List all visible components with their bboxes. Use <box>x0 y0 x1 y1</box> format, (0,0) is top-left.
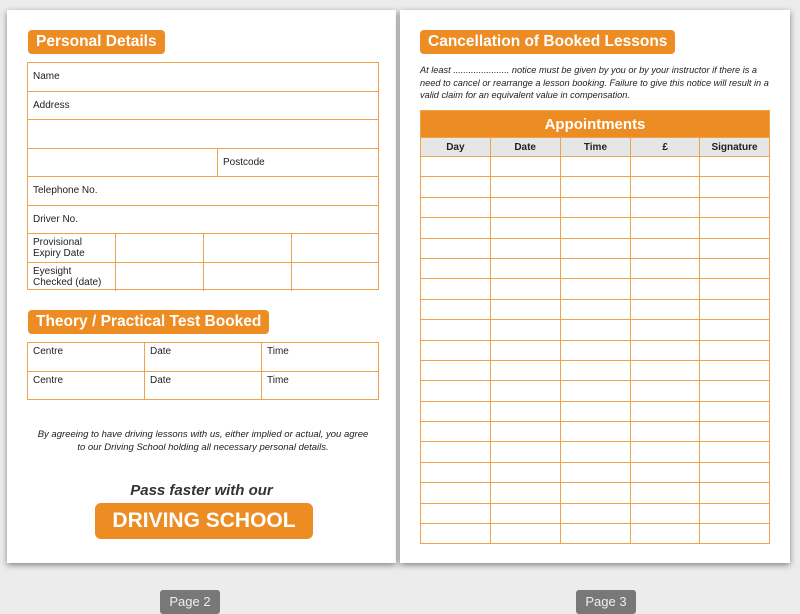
appointment-cell[interactable] <box>490 483 560 503</box>
table-row <box>421 422 770 442</box>
name-field[interactable]: Name <box>33 71 60 82</box>
appointment-cell[interactable] <box>490 340 560 360</box>
provisional-expiry-cell-3[interactable] <box>292 234 378 262</box>
test-centre-1[interactable]: Centre <box>28 343 145 371</box>
column-header: Signature <box>700 138 770 157</box>
table-row <box>421 503 770 523</box>
appointment-cell[interactable] <box>631 218 700 238</box>
appointment-cell[interactable] <box>421 218 491 238</box>
appointment-cell[interactable] <box>490 279 560 299</box>
table-row <box>421 524 770 544</box>
test-centre-2[interactable]: Centre <box>28 372 145 401</box>
table-row <box>421 483 770 503</box>
appointment-cell[interactable] <box>560 197 631 217</box>
appointment-cell[interactable] <box>700 381 770 401</box>
table-row <box>421 340 770 360</box>
driving-school-brand: DRIVING SCHOOL <box>95 503 313 539</box>
appointment-cell[interactable] <box>560 279 631 299</box>
appointment-cell[interactable] <box>700 462 770 482</box>
appointment-cell[interactable] <box>631 279 700 299</box>
appointment-cell[interactable] <box>631 238 700 258</box>
appointment-cell[interactable] <box>631 503 700 523</box>
appointment-cell[interactable] <box>631 258 700 278</box>
appointment-cell[interactable] <box>490 524 560 544</box>
telephone-field[interactable]: Telephone No. <box>33 185 98 196</box>
appointment-cell[interactable] <box>490 320 560 340</box>
consent-note: By agreeing to have driving lessons with us, either implied or actual, you agree to our Driving School holding all necessary personal details. <box>37 429 369 453</box>
appointment-cell[interactable] <box>560 157 631 177</box>
eyesight-cell-3[interactable] <box>292 263 378 292</box>
address-line-3-field[interactable] <box>28 149 218 177</box>
appointment-cell[interactable] <box>631 177 700 197</box>
appointment-cell[interactable] <box>560 177 631 197</box>
appointment-cell[interactable] <box>700 177 770 197</box>
appointment-cell[interactable] <box>631 442 700 462</box>
appointment-cell[interactable] <box>421 258 491 278</box>
page-3 <box>400 10 790 563</box>
table-row <box>421 218 770 238</box>
appointment-cell[interactable] <box>421 503 491 523</box>
appointment-cell[interactable] <box>490 360 560 380</box>
table-row <box>421 238 770 258</box>
provisional-expiry-cell-1[interactable] <box>116 234 204 262</box>
column-header: Time <box>560 138 631 157</box>
appointment-cell[interactable] <box>560 503 631 523</box>
appointment-cell[interactable] <box>421 483 491 503</box>
appointment-cell[interactable] <box>560 299 631 319</box>
appointment-cell[interactable] <box>631 401 700 421</box>
personal-details-title: Personal Details <box>28 30 165 54</box>
appointment-cell[interactable] <box>560 320 631 340</box>
appointment-cell[interactable] <box>631 299 700 319</box>
appointment-cell[interactable] <box>560 524 631 544</box>
cancellation-title: Cancellation of Booked Lessons <box>420 30 675 54</box>
appointment-cell[interactable] <box>421 320 491 340</box>
appointment-cell[interactable] <box>560 422 631 442</box>
appointment-cell[interactable] <box>421 340 491 360</box>
appointment-cell[interactable] <box>631 157 700 177</box>
appointment-cell[interactable] <box>490 299 560 319</box>
appointment-cell[interactable] <box>700 340 770 360</box>
appointment-cell[interactable] <box>700 442 770 462</box>
appointment-cell[interactable] <box>421 360 491 380</box>
test-booked-title: Theory / Practical Test Booked <box>28 310 269 334</box>
table-row <box>421 258 770 278</box>
appointment-cell[interactable] <box>421 197 491 217</box>
appointment-cell[interactable] <box>631 422 700 442</box>
appointment-cell[interactable] <box>560 258 631 278</box>
test-date-1[interactable]: Date <box>145 343 262 371</box>
appointment-cell[interactable] <box>421 422 491 442</box>
table-row <box>421 177 770 197</box>
appointment-cell[interactable] <box>560 218 631 238</box>
eyesight-cell-1[interactable] <box>116 263 204 292</box>
appointments-table <box>420 110 770 544</box>
table-row <box>421 360 770 380</box>
appointment-cell[interactable] <box>490 422 560 442</box>
appointment-cell[interactable] <box>490 238 560 258</box>
test-time-1[interactable]: Time <box>267 346 289 357</box>
appointment-cell[interactable] <box>631 360 700 380</box>
appointment-cell[interactable] <box>490 381 560 401</box>
driver-no-field[interactable]: Driver No. <box>33 213 79 225</box>
appointment-cell[interactable] <box>560 238 631 258</box>
appointment-cell[interactable] <box>560 381 631 401</box>
test-date-2[interactable]: Date <box>145 372 262 401</box>
appointment-cell[interactable] <box>631 483 700 503</box>
appointment-cell[interactable] <box>490 258 560 278</box>
eyesight-cell-2[interactable] <box>204 263 292 292</box>
tagline: Pass faster with our <box>130 482 273 499</box>
appointment-cell[interactable] <box>700 157 770 177</box>
appointment-cell[interactable] <box>490 177 560 197</box>
postcode-field[interactable]: Postcode <box>223 156 265 168</box>
table-row <box>421 157 770 177</box>
appointment-cell[interactable] <box>560 401 631 421</box>
appointment-cell[interactable] <box>421 462 491 482</box>
appointment-cell[interactable] <box>490 218 560 238</box>
appointment-cell[interactable] <box>700 503 770 523</box>
appointment-cell[interactable] <box>700 360 770 380</box>
table-row <box>421 320 770 340</box>
appointment-cell[interactable] <box>700 401 770 421</box>
appointment-cell[interactable] <box>631 524 700 544</box>
appointment-cell[interactable] <box>631 381 700 401</box>
appointment-cell[interactable] <box>490 157 560 177</box>
provisional-expiry-label: Provisional Expiry Date <box>28 234 116 262</box>
appointment-cell[interactable] <box>490 197 560 217</box>
column-header: Day <box>421 138 491 157</box>
appointment-cell[interactable] <box>631 462 700 482</box>
appointment-cell[interactable] <box>700 279 770 299</box>
table-row <box>421 279 770 299</box>
table-row <box>421 462 770 482</box>
appointment-cell[interactable] <box>490 462 560 482</box>
appointment-cell[interactable] <box>490 442 560 462</box>
appointment-cell[interactable] <box>421 279 491 299</box>
appointment-cell[interactable] <box>700 218 770 238</box>
page-2 <box>7 10 396 563</box>
provisional-expiry-cell-2[interactable] <box>204 234 292 262</box>
table-row <box>421 401 770 421</box>
appointment-cell[interactable] <box>700 320 770 340</box>
appointments-title: Appointments <box>421 111 770 138</box>
appointment-cell[interactable] <box>421 157 491 177</box>
test-booked-form <box>27 342 379 400</box>
test-time-2[interactable]: Time <box>267 374 289 386</box>
appointment-cell[interactable] <box>700 258 770 278</box>
appointment-cell[interactable] <box>421 524 491 544</box>
appointment-cell[interactable] <box>560 340 631 360</box>
appointment-cell[interactable] <box>421 381 491 401</box>
appointment-cell[interactable] <box>631 340 700 360</box>
address-field[interactable]: Address <box>33 99 70 111</box>
page-3-label[interactable]: Page 3 <box>576 590 636 614</box>
appointment-cell[interactable] <box>421 238 491 258</box>
appointment-cell[interactable] <box>700 197 770 217</box>
appointment-cell[interactable] <box>631 197 700 217</box>
eyesight-checked-label: Eyesight Checked (date) <box>28 263 116 292</box>
appointment-cell[interactable] <box>490 401 560 421</box>
appointment-cell[interactable] <box>700 238 770 258</box>
appointment-cell[interactable] <box>490 503 560 523</box>
appointment-cell[interactable] <box>631 320 700 340</box>
column-header: £ <box>631 138 700 157</box>
appointment-cell[interactable] <box>560 360 631 380</box>
address-line-2-field[interactable] <box>28 120 378 148</box>
table-row <box>421 381 770 401</box>
appointment-cell[interactable] <box>700 483 770 503</box>
column-header: Date <box>490 138 560 157</box>
table-row <box>421 299 770 319</box>
cancellation-notice: At least ...................... notice must be given by you or by your instructor if there is a need to cancel or rearrange a lesson booking. Failure to give this notice will result in a valid claim for an equivalent value in compensation. <box>420 65 769 100</box>
appointment-cell[interactable] <box>421 442 491 462</box>
appointment-cell[interactable] <box>560 442 631 462</box>
page-2-label[interactable]: Page 2 <box>160 590 220 614</box>
appointment-cell[interactable] <box>560 462 631 482</box>
appointment-cell[interactable] <box>700 299 770 319</box>
personal-details-form <box>27 62 379 290</box>
appointment-cell[interactable] <box>421 401 491 421</box>
table-row <box>421 197 770 217</box>
appointment-cell[interactable] <box>560 483 631 503</box>
appointment-cell[interactable] <box>421 177 491 197</box>
appointment-cell[interactable] <box>700 422 770 442</box>
appointment-cell[interactable] <box>700 524 770 544</box>
appointment-cell[interactable] <box>421 299 491 319</box>
table-row <box>421 442 770 462</box>
